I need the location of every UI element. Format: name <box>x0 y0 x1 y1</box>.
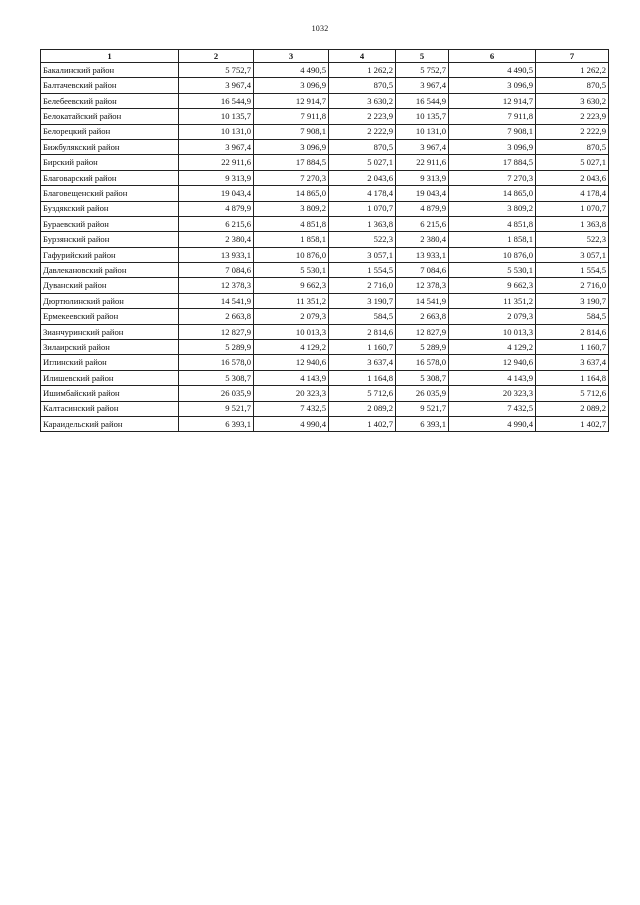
district-name-cell: Белорецкий район <box>41 124 179 139</box>
value-cell-col-4: 2 223,9 <box>329 109 396 124</box>
table-row <box>41 186 609 201</box>
table-row <box>41 170 609 185</box>
value-cell-col-7: 1 554,5 <box>536 263 609 278</box>
value-cell-col-7: 1 262,2 <box>536 63 609 78</box>
value-cell-col-5: 26 035,9 <box>396 386 449 401</box>
value-cell-col-3: 11 351,2 <box>254 293 329 308</box>
value-cell-col-4: 5 027,1 <box>329 155 396 170</box>
value-cell-col-2: 9 313,9 <box>179 170 254 185</box>
value-cell-col-6: 4 490,5 <box>449 63 536 78</box>
district-name-cell: Ишимбайский район <box>41 386 179 401</box>
district-name-cell: Белокатайский район <box>41 109 179 124</box>
value-cell-col-4: 870,5 <box>329 139 396 154</box>
value-cell-col-3: 7 908,1 <box>254 124 329 139</box>
value-cell-col-7: 2 043,6 <box>536 170 609 185</box>
data-table <box>40 49 609 432</box>
value-cell-col-5: 12 827,9 <box>396 324 449 339</box>
district-name-cell: Гафурийский район <box>41 247 179 262</box>
value-cell-col-4: 3 057,1 <box>329 247 396 262</box>
district-name-cell: Ермекеевский район <box>41 309 179 324</box>
value-cell-col-4: 3 190,7 <box>329 293 396 308</box>
value-cell-col-2: 16 578,0 <box>179 355 254 370</box>
value-cell-col-2: 19 043,4 <box>179 186 254 201</box>
value-cell-col-5: 2 380,4 <box>396 232 449 247</box>
value-cell-col-4: 584,5 <box>329 309 396 324</box>
value-cell-col-5: 5 289,9 <box>396 340 449 355</box>
table-row <box>41 139 609 154</box>
value-cell-col-2: 10 135,7 <box>179 109 254 124</box>
value-cell-col-2: 13 933,1 <box>179 247 254 262</box>
value-cell-col-5: 10 135,7 <box>396 109 449 124</box>
district-name-cell: Давлекановский район <box>41 263 179 278</box>
table-row <box>41 201 609 216</box>
value-cell-col-3: 3 096,9 <box>254 139 329 154</box>
value-cell-col-5: 6 393,1 <box>396 416 449 431</box>
value-cell-col-3: 20 323,3 <box>254 386 329 401</box>
value-cell-col-6: 10 013,3 <box>449 324 536 339</box>
value-cell-col-6: 7 911,8 <box>449 109 536 124</box>
value-cell-col-7: 870,5 <box>536 139 609 154</box>
value-cell-col-6: 7 432,5 <box>449 401 536 416</box>
table-row <box>41 78 609 93</box>
value-cell-col-6: 12 914,7 <box>449 93 536 108</box>
value-cell-col-6: 11 351,2 <box>449 293 536 308</box>
page-number: 1032 <box>311 24 329 33</box>
value-cell-col-3: 4 129,2 <box>254 340 329 355</box>
table-row <box>41 247 609 262</box>
table-row <box>41 155 609 170</box>
table-row <box>41 386 609 401</box>
value-cell-col-5: 5 752,7 <box>396 63 449 78</box>
value-cell-col-2: 7 084,6 <box>179 263 254 278</box>
value-cell-col-6: 20 323,3 <box>449 386 536 401</box>
value-cell-col-2: 5 289,9 <box>179 340 254 355</box>
value-cell-col-4: 2 716,0 <box>329 278 396 293</box>
value-cell-col-7: 3 630,2 <box>536 93 609 108</box>
value-cell-col-7: 1 402,7 <box>536 416 609 431</box>
value-cell-col-6: 4 143,9 <box>449 370 536 385</box>
table-row <box>41 355 609 370</box>
district-name-cell: Бижбулякский район <box>41 139 179 154</box>
table-row <box>41 324 609 339</box>
value-cell-col-5: 12 378,3 <box>396 278 449 293</box>
district-name-cell: Бирский район <box>41 155 179 170</box>
value-cell-col-5: 16 544,9 <box>396 93 449 108</box>
value-cell-col-6: 3 096,9 <box>449 139 536 154</box>
value-cell-col-7: 1 363,8 <box>536 216 609 231</box>
value-cell-col-6: 7 908,1 <box>449 124 536 139</box>
value-cell-col-2: 12 378,3 <box>179 278 254 293</box>
header-row <box>41 50 609 63</box>
value-cell-col-2: 2 663,8 <box>179 309 254 324</box>
table-row <box>41 340 609 355</box>
value-cell-col-7: 5 027,1 <box>536 155 609 170</box>
table-row <box>41 216 609 231</box>
table-row <box>41 401 609 416</box>
value-cell-col-7: 2 716,0 <box>536 278 609 293</box>
value-cell-col-6: 4 129,2 <box>449 340 536 355</box>
value-cell-col-2: 2 380,4 <box>179 232 254 247</box>
district-name-cell: Бакалинский район <box>41 63 179 78</box>
value-cell-col-7: 3 637,4 <box>536 355 609 370</box>
table-row <box>41 278 609 293</box>
value-cell-col-5: 2 663,8 <box>396 309 449 324</box>
value-cell-col-5: 9 521,7 <box>396 401 449 416</box>
value-cell-col-5: 3 967,4 <box>396 78 449 93</box>
value-cell-col-4: 1 262,2 <box>329 63 396 78</box>
district-name-cell: Иглинский район <box>41 355 179 370</box>
value-cell-col-6: 5 530,1 <box>449 263 536 278</box>
value-cell-col-5: 6 215,6 <box>396 216 449 231</box>
value-cell-col-6: 4 851,8 <box>449 216 536 231</box>
value-cell-col-2: 5 752,7 <box>179 63 254 78</box>
value-cell-col-4: 870,5 <box>329 78 396 93</box>
value-cell-col-4: 1 402,7 <box>329 416 396 431</box>
value-cell-col-7: 3 190,7 <box>536 293 609 308</box>
table-row <box>41 63 609 78</box>
value-cell-col-3: 10 013,3 <box>254 324 329 339</box>
value-cell-col-3: 9 662,3 <box>254 278 329 293</box>
value-cell-col-6: 12 940,6 <box>449 355 536 370</box>
value-cell-col-5: 5 308,7 <box>396 370 449 385</box>
table-row <box>41 416 609 431</box>
table-body <box>41 63 609 432</box>
value-cell-col-4: 2 089,2 <box>329 401 396 416</box>
value-cell-col-2: 12 827,9 <box>179 324 254 339</box>
table-row <box>41 370 609 385</box>
value-cell-col-7: 2 223,9 <box>536 109 609 124</box>
value-cell-col-2: 14 541,9 <box>179 293 254 308</box>
value-cell-col-6: 1 858,1 <box>449 232 536 247</box>
value-cell-col-2: 16 544,9 <box>179 93 254 108</box>
value-cell-col-3: 14 865,0 <box>254 186 329 201</box>
value-cell-col-3: 4 490,5 <box>254 63 329 78</box>
value-cell-col-7: 870,5 <box>536 78 609 93</box>
table-row <box>41 93 609 108</box>
value-cell-col-7: 2 089,2 <box>536 401 609 416</box>
district-name-cell: Благоварский район <box>41 170 179 185</box>
value-cell-col-4: 5 712,6 <box>329 386 396 401</box>
district-name-cell: Дюртюлинский район <box>41 293 179 308</box>
value-cell-col-2: 26 035,9 <box>179 386 254 401</box>
value-cell-col-2: 9 521,7 <box>179 401 254 416</box>
value-cell-col-7: 584,5 <box>536 309 609 324</box>
column-header-4: 4 <box>329 50 396 63</box>
value-cell-col-2: 5 308,7 <box>179 370 254 385</box>
value-cell-col-5: 9 313,9 <box>396 170 449 185</box>
column-header-2: 2 <box>179 50 254 63</box>
value-cell-col-2: 4 879,9 <box>179 201 254 216</box>
district-name-cell: Балтачевский район <box>41 78 179 93</box>
value-cell-col-3: 2 079,3 <box>254 309 329 324</box>
value-cell-col-6: 10 876,0 <box>449 247 536 262</box>
value-cell-col-4: 2 222,9 <box>329 124 396 139</box>
table-row <box>41 232 609 247</box>
table-row <box>41 109 609 124</box>
district-name-cell: Калтасинский район <box>41 401 179 416</box>
value-cell-col-7: 1 164,8 <box>536 370 609 385</box>
value-cell-col-3: 3 096,9 <box>254 78 329 93</box>
value-cell-col-5: 13 933,1 <box>396 247 449 262</box>
value-cell-col-6: 3 096,9 <box>449 78 536 93</box>
value-cell-col-2: 6 393,1 <box>179 416 254 431</box>
value-cell-col-3: 4 851,8 <box>254 216 329 231</box>
value-cell-col-5: 3 967,4 <box>396 139 449 154</box>
value-cell-col-4: 1 554,5 <box>329 263 396 278</box>
value-cell-col-7: 2 814,6 <box>536 324 609 339</box>
value-cell-col-7: 1 160,7 <box>536 340 609 355</box>
value-cell-col-6: 4 990,4 <box>449 416 536 431</box>
value-cell-col-2: 22 911,6 <box>179 155 254 170</box>
value-cell-col-7: 4 178,4 <box>536 186 609 201</box>
value-cell-col-3: 4 990,4 <box>254 416 329 431</box>
value-cell-col-2: 6 215,6 <box>179 216 254 231</box>
table-row <box>41 263 609 278</box>
value-cell-col-6: 14 865,0 <box>449 186 536 201</box>
value-cell-col-4: 1 363,8 <box>329 216 396 231</box>
value-cell-col-3: 4 143,9 <box>254 370 329 385</box>
column-header-1: 1 <box>41 50 179 63</box>
value-cell-col-3: 7 270,3 <box>254 170 329 185</box>
district-name-cell: Дуванский район <box>41 278 179 293</box>
value-cell-col-4: 2 043,6 <box>329 170 396 185</box>
value-cell-col-6: 9 662,3 <box>449 278 536 293</box>
column-header-5: 5 <box>396 50 449 63</box>
district-name-cell: Караидельский район <box>41 416 179 431</box>
value-cell-col-4: 1 160,7 <box>329 340 396 355</box>
value-cell-col-3: 17 884,5 <box>254 155 329 170</box>
value-cell-col-6: 3 809,2 <box>449 201 536 216</box>
value-cell-col-3: 1 858,1 <box>254 232 329 247</box>
value-cell-col-5: 14 541,9 <box>396 293 449 308</box>
value-cell-col-4: 2 814,6 <box>329 324 396 339</box>
value-cell-col-2: 10 131,0 <box>179 124 254 139</box>
value-cell-col-3: 12 940,6 <box>254 355 329 370</box>
value-cell-col-2: 3 967,4 <box>179 139 254 154</box>
value-cell-col-6: 2 079,3 <box>449 309 536 324</box>
value-cell-col-7: 522,3 <box>536 232 609 247</box>
district-name-cell: Зилаирский район <box>41 340 179 355</box>
table-row <box>41 124 609 139</box>
value-cell-col-3: 10 876,0 <box>254 247 329 262</box>
table-row <box>41 293 609 308</box>
value-cell-col-7: 2 222,9 <box>536 124 609 139</box>
district-name-cell: Илишевский район <box>41 370 179 385</box>
value-cell-col-3: 7 432,5 <box>254 401 329 416</box>
value-cell-col-5: 22 911,6 <box>396 155 449 170</box>
column-header-3: 3 <box>254 50 329 63</box>
district-name-cell: Буздякский район <box>41 201 179 216</box>
value-cell-col-4: 1 070,7 <box>329 201 396 216</box>
district-name-cell: Бурзянский район <box>41 232 179 247</box>
value-cell-col-4: 4 178,4 <box>329 186 396 201</box>
value-cell-col-3: 3 809,2 <box>254 201 329 216</box>
value-cell-col-5: 16 578,0 <box>396 355 449 370</box>
district-name-cell: Благовещенский район <box>41 186 179 201</box>
value-cell-col-2: 3 967,4 <box>179 78 254 93</box>
district-name-cell: Зианчуринский район <box>41 324 179 339</box>
value-cell-col-6: 17 884,5 <box>449 155 536 170</box>
table-row <box>41 309 609 324</box>
value-cell-col-7: 3 057,1 <box>536 247 609 262</box>
value-cell-col-4: 3 630,2 <box>329 93 396 108</box>
district-name-cell: Бураевский район <box>41 216 179 231</box>
value-cell-col-7: 1 070,7 <box>536 201 609 216</box>
district-name-cell: Белебеевский район <box>41 93 179 108</box>
value-cell-col-3: 5 530,1 <box>254 263 329 278</box>
value-cell-col-4: 1 164,8 <box>329 370 396 385</box>
value-cell-col-6: 7 270,3 <box>449 170 536 185</box>
value-cell-col-5: 7 084,6 <box>396 263 449 278</box>
value-cell-col-4: 3 637,4 <box>329 355 396 370</box>
value-cell-col-5: 19 043,4 <box>396 186 449 201</box>
column-header-7: 7 <box>536 50 609 63</box>
value-cell-col-5: 4 879,9 <box>396 201 449 216</box>
column-header-6: 6 <box>449 50 536 63</box>
value-cell-col-3: 12 914,7 <box>254 93 329 108</box>
value-cell-col-4: 522,3 <box>329 232 396 247</box>
value-cell-col-5: 10 131,0 <box>396 124 449 139</box>
value-cell-col-7: 5 712,6 <box>536 386 609 401</box>
value-cell-col-3: 7 911,8 <box>254 109 329 124</box>
